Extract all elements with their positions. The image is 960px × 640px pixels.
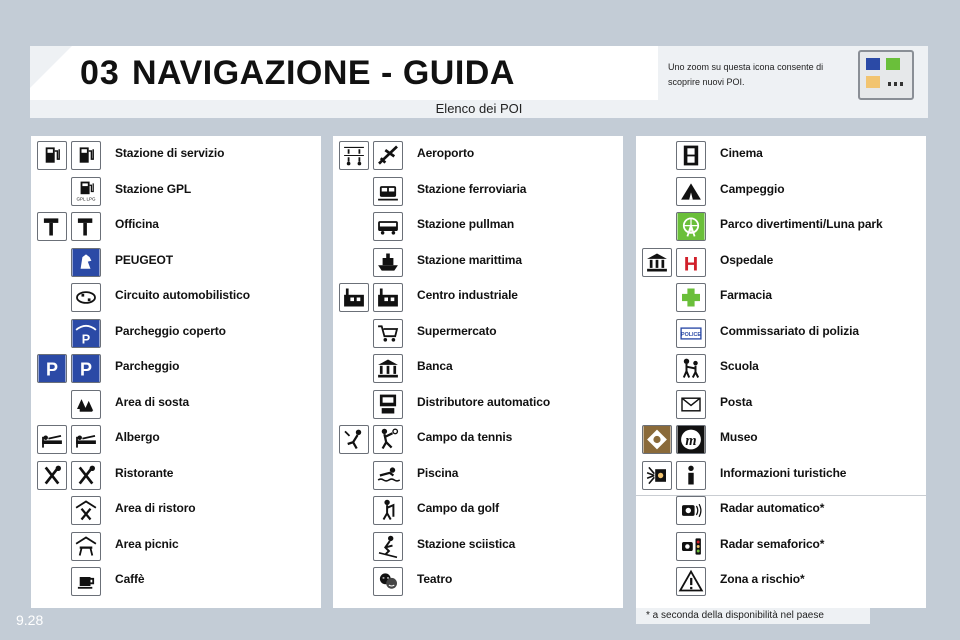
poi-list-item [31,351,321,386]
poi-label: Area picnic [115,536,179,551]
poi-list-item [636,209,926,244]
poi-list-item [333,387,623,422]
poi-list-item [31,458,321,493]
poi-column-2 [333,136,623,608]
poi-list-item [333,458,623,493]
section-subtitle: Elenco dei POI [435,101,523,116]
poi-list-item [333,316,623,351]
poi-label: Radar semaforico* [720,536,825,551]
poi-label: Area di sosta [115,394,190,409]
poi-list-item [31,316,321,351]
poi-list-item [636,245,926,280]
poi-list-item [31,387,321,422]
poi-list-item [31,280,321,315]
zoom-note: Uno zoom su questa icona consente di scoprire nuovi POI. [668,62,824,87]
poi-list-item [333,351,623,386]
parking-icon [37,354,67,383]
poi-label: Museo [720,430,758,444]
poi-label: Circuito automobilistico [115,288,250,302]
poi-list-item [636,529,926,564]
poi-label: Campeggio [720,181,785,196]
picnic-table-icon [71,532,101,561]
poi-label: Scuola [720,359,759,373]
covered-parking-icon [71,319,101,348]
airplane-icon [373,141,403,170]
svg-text:P: P [79,359,93,380]
poi-list-item [636,174,926,209]
rest-area-icon [71,390,101,419]
coffee-cup-icon [71,567,101,596]
poi-label: Informazioni turistiche [720,465,847,480]
poi-label: Ristorante [115,465,174,480]
cutlery-icon [71,461,101,490]
poi-list-item [31,174,321,209]
lpg-pump-icon [71,177,101,206]
poi-label: Farmacia [720,288,772,302]
cutlery-icon [37,461,67,490]
poi-label: Stazione GPL [115,181,192,196]
poi-label: Campo da golf [417,501,500,515]
poi-list-item [31,564,321,599]
museum-m-icon [676,425,706,454]
bed-icon [71,425,101,454]
poi-label: Posta [720,394,753,409]
poi-list-item [636,280,926,315]
svg-text:POLICE: POLICE [680,331,702,338]
poi-label: PEUGEOT [115,252,173,267]
poi-column-3 [636,136,926,608]
poi-list-item [636,387,926,422]
institution-icon [642,248,672,277]
traffic-light-camera-icon [676,532,706,561]
poi-label: Commissariato di polizia [720,323,859,338]
poi-list-item [636,458,926,493]
poi-label: Stazione marittima [417,252,522,267]
poi-list-item [636,493,926,528]
svg-text:H: H [683,253,699,276]
poi-label: Radar automatico* [720,501,825,515]
peugeot-lion-icon [71,248,101,277]
page-number: 9.28 [16,612,44,628]
hospital-icon [676,248,706,277]
golfer-icon [373,496,403,525]
hammer-icon [37,212,67,241]
svg-text:m: m [685,432,697,449]
footnote: * a seconda della disponibilità nel paese [636,608,870,624]
svg-text:P: P [45,359,59,380]
poi-label: Campo da tennis [417,430,513,444]
poi-label: Parcheggio coperto [115,323,226,338]
poi-list-item [333,174,623,209]
svg-text:GPL LPG: GPL LPG [76,196,96,201]
svg-text:P: P [81,331,91,346]
skier-icon [373,532,403,561]
poi-label: Officina [115,217,159,231]
poi-list-item [333,493,623,528]
info-icon [676,461,706,490]
poi-list-item [333,138,623,173]
atm-icon [373,390,403,419]
theatre-icon [373,567,403,596]
poi-label: Ospedale [720,252,774,267]
amusement-park-icon [676,212,706,241]
speed-camera-icon [676,496,706,525]
poi-label: Banca [417,359,453,373]
sports-icon [339,425,369,454]
danger-triangle-icon [676,567,706,596]
parking-icon [71,354,101,383]
poi-label: Aeroporto [417,146,475,160]
factory-icon [339,283,369,312]
train-icon [373,177,403,206]
swimmer-icon [373,461,403,490]
poi-label: Area di ristoro [115,501,196,515]
poi-label: Centro industriale [417,288,518,302]
monument-icon [642,425,672,454]
poi-list-item [333,209,623,244]
poi-list-item [333,422,623,457]
cutlery-roof-icon [71,496,101,525]
pharmacy-cross-icon [676,283,706,312]
envelope-icon [676,390,706,419]
bank-icon [373,354,403,383]
poi-label: Piscina [417,465,459,480]
police-badge-icon [676,319,706,348]
school-children-icon [676,354,706,383]
poi-label: Distributore automatico [417,394,551,409]
poi-list-item [31,529,321,564]
bed-icon [37,425,67,454]
poi-list-item [333,564,623,599]
fuel-pump-icon [71,141,101,170]
ferry-icon [373,248,403,277]
factory-icon [373,283,403,312]
poi-label: Parco divertimenti/Luna park [720,217,883,231]
poi-list-item [31,422,321,457]
poi-label: Caffè [115,572,145,586]
poi-list-item [636,351,926,386]
poi-zoom-icon [858,50,914,100]
bus-icon [373,212,403,241]
poi-list-item [636,138,926,173]
binoculars-icon [642,461,672,490]
poi-list-item [636,316,926,351]
poi-label: Stazione ferroviaria [417,181,527,196]
hammer-icon [71,212,101,241]
chapter-title: NAVIGAZIONE - GUIDA [132,54,515,92]
chapter-number: 03 [80,54,120,92]
poi-list-item [333,245,623,280]
poi-list-item [31,209,321,244]
poi-list-item [31,493,321,528]
airport-sign-icon [339,141,369,170]
poi-list-item [333,280,623,315]
poi-label: Stazione pullman [417,217,515,231]
poi-list-item [333,529,623,564]
film-strip-icon [676,141,706,170]
poi-column-1 [31,136,321,608]
poi-label: Albergo [115,430,160,444]
poi-label: Supermercato [417,323,497,338]
poi-label: Cinema [720,146,763,160]
tennis-player-icon [373,425,403,454]
poi-list-item [636,422,926,457]
tent-icon [676,177,706,206]
poi-label: Stazione sciistica [417,536,516,551]
fuel-pump-icon [37,141,67,170]
poi-label: Zona a rischio* [720,572,805,586]
poi-list-item [31,245,321,280]
poi-list-item [636,564,926,599]
poi-list-item [31,138,321,173]
race-circuit-icon [71,283,101,312]
shopping-cart-icon [373,319,403,348]
poi-label: Teatro [417,572,453,586]
poi-label: Stazione di servizio [115,146,225,160]
poi-label: Parcheggio [115,359,180,373]
